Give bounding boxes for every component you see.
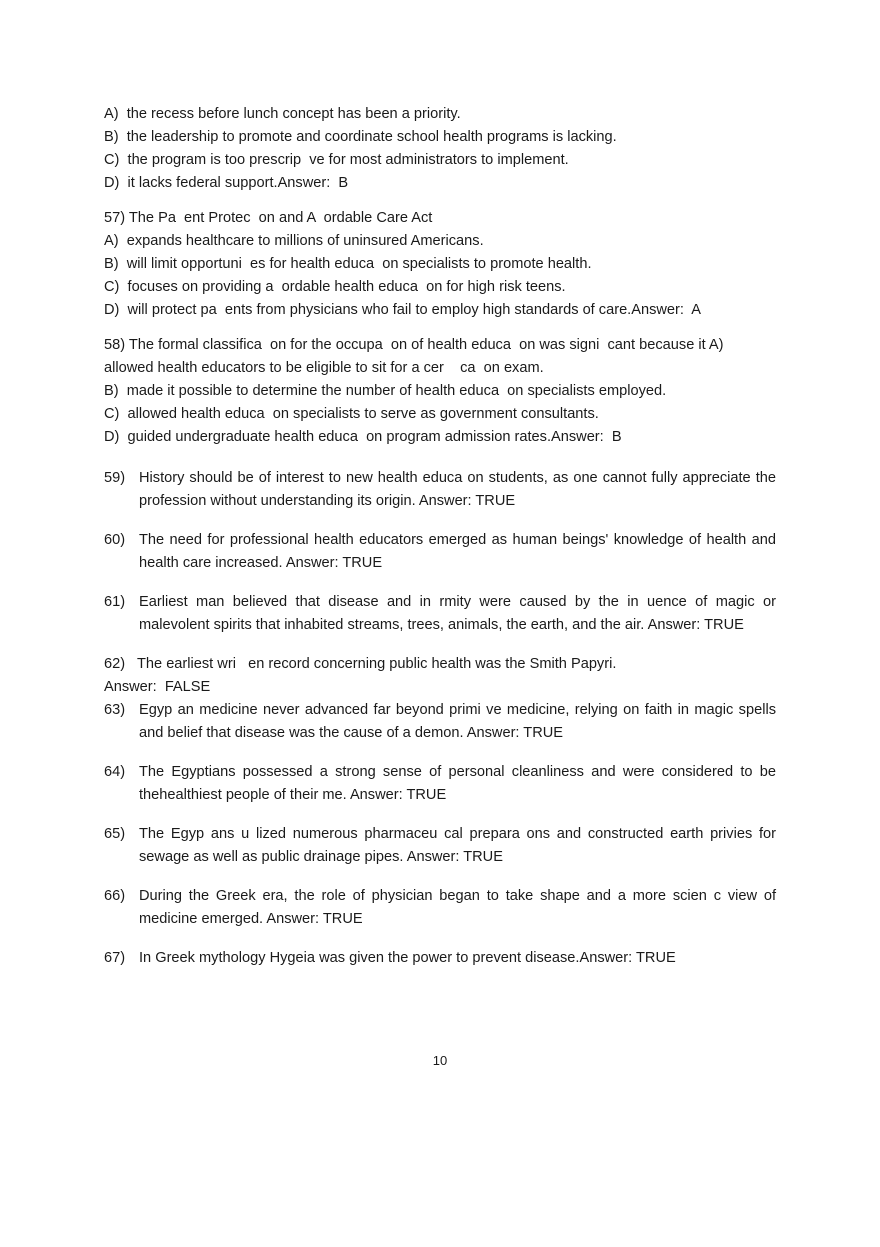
question-57	[104, 207, 776, 322]
option-b: B) the leadership to promote and coordinate school health programs is lacking.	[104, 129, 617, 145]
question-61	[104, 591, 776, 637]
question-text: Egyp an medicine never advanced far beyond primi ve medicine, relying on faith in magic spells and belief that disease was the cause of a demon. Answer: TRUE	[139, 702, 776, 741]
question-text: The Egyptians possessed a strong sense of personal cleanliness and were considered to be thehealthiest people of their me. Answer: TRUE	[139, 764, 776, 803]
option-c: C) allowed health educa on specialists to serve as government consultants.	[104, 406, 599, 422]
question-text: The Egyp ans u lized numerous pharmaceu cal prepara ons and constructed earth privies for sewage as well as public drainage pipes. Answer: TRUE	[139, 826, 776, 865]
question-number: 66)	[104, 888, 126, 904]
question-stem: 58) The formal classifica on for the occupa on of health educa on was signi cant because it A)	[104, 337, 724, 353]
question-text: The need for professional health educators emerged as human beings' knowledge of health and health care increased. Answer: TRUE	[139, 532, 776, 571]
question-number: 65)	[104, 826, 126, 842]
question-66	[104, 885, 776, 931]
question-number: 64)	[104, 764, 126, 780]
document-body	[104, 103, 776, 986]
option-a: A) the recess before lunch concept has been a priority.	[104, 106, 461, 122]
question-59	[104, 467, 776, 513]
question-text: In Greek mythology Hygeia was given the power to prevent disease.Answer: TRUE	[139, 950, 676, 966]
page-number: 10	[432, 1053, 448, 1068]
question-58	[104, 334, 776, 449]
option-c: C) the program is too prescrip ve for most administrators to implement.	[104, 152, 569, 168]
option-b: B) made it possible to determine the number of health educa on specialists employed.	[104, 383, 667, 399]
question-text: Earliest man believed that disease and in rmity were caused by the in uence of magic or malevolent spirits that inhabited streams, trees, animals, the earth, and the air. Answer: TRUE	[139, 594, 776, 633]
question-67	[104, 947, 776, 970]
option-c: C) focuses on providing a ordable health educa on for high risk teens.	[104, 279, 566, 295]
answer: Answer: FALSE	[104, 679, 211, 695]
question-text: History should be of interest to new health educa on students, as one cannot fully appreciate the profession without understanding its origin. Answer: TRUE	[139, 470, 776, 509]
option-b: B) will limit opportuni es for health educa on specialists to promote health.	[104, 256, 592, 272]
option-d: D) guided undergraduate health educa on program admission rates.Answer: B	[104, 429, 622, 445]
question-64	[104, 761, 776, 807]
question-60	[104, 529, 776, 575]
question-text: During the Greek era, the role of physician began to take shape and a more scien c view of medicine emerged. Answer: TRUE	[139, 888, 776, 927]
option-a: A) expands healthcare to millions of uninsured Americans.	[104, 233, 484, 249]
option-d: D) will protect pa ents from physicians who fail to employ high standards of care.Answer: A	[104, 302, 701, 318]
question-number: 60)	[104, 532, 126, 548]
question-stem: 57) The Pa ent Protec on and A ordable Care Act	[104, 210, 433, 226]
question-number: 67)	[104, 950, 126, 966]
question-stem-continued: allowed health educators to be eligible to sit for a cer ca on exam.	[104, 360, 544, 376]
question-63	[104, 699, 776, 745]
question-number: 61)	[104, 594, 126, 610]
question-65	[104, 823, 776, 869]
question-number: 63)	[104, 702, 126, 718]
question-text: 62) The earliest wri en record concerning public health was the Smith Papyri.	[104, 656, 617, 672]
question-56-options	[104, 103, 776, 195]
question-number: 59)	[104, 470, 126, 486]
question-62	[104, 653, 776, 699]
option-d: D) it lacks federal support.Answer: B	[104, 175, 349, 191]
